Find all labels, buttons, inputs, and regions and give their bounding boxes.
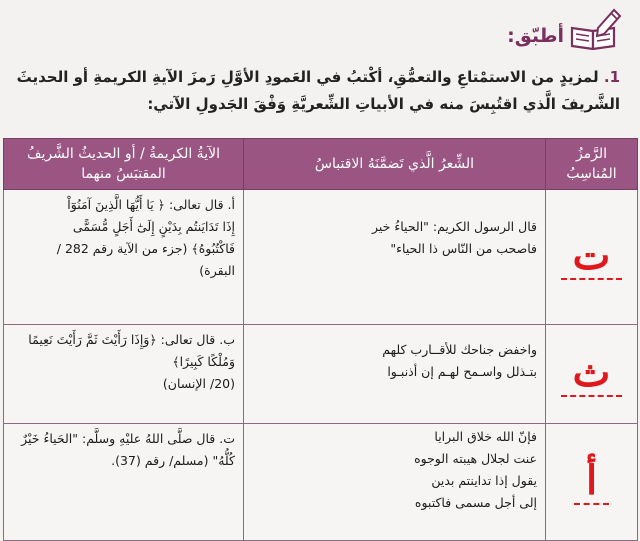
quotation-table xyxy=(3,138,638,541)
instruction-text: لمزيدٍ من الاستمْتاعِ والتعمُّقِ، أكْتبُ في العَمودِ الأوَّلِ رَمزَ الآيةِ الكريمةِ أو الحديثَ الشَّريفَ الَّذي اقتُبِسَ منه في الأبياتِ الشِّعريَّةِ وَفْقَ الجَدولِ الآتي: xyxy=(16,68,620,113)
poem-line: إلى أجل مسمى فاكتبوه xyxy=(414,495,537,510)
header-source-line1: الآيةُ الكريمةُ / أو الحديثُ الشَّريفُ xyxy=(27,146,220,162)
section-title: أطبّق: xyxy=(507,25,564,47)
poem-line: قال الرسول الكريم: "الحياءُ خير xyxy=(372,219,537,234)
source-line: إِذَا تَدَايَنتُم بِدَيْنٍ إِلَىٰٓ أَجَلٍ مُّسَمًّى xyxy=(72,219,235,234)
section-header xyxy=(507,6,622,50)
poem-line: بتـذلل واسـمح لهـم إن أذنبـوا xyxy=(387,364,537,379)
poem-cell xyxy=(244,325,546,424)
symbol-cell xyxy=(546,325,638,424)
answer-symbol[interactable]: ث xyxy=(561,351,623,397)
source-line: (20/ الإنسان) xyxy=(162,376,235,391)
open-book-pencil-icon xyxy=(568,6,622,50)
source-line: البقرة) xyxy=(199,263,235,278)
poem-cell xyxy=(244,424,546,541)
header-source xyxy=(4,139,244,190)
answer-symbol[interactable]: ت xyxy=(561,234,623,280)
source-cell xyxy=(4,325,244,424)
source-line: ت. قال صلَّى اللهُ عليْهِ وسلَّم: "الحَياءُ خَيْرٌ xyxy=(21,431,235,446)
symbol-cell xyxy=(546,190,638,325)
table-header-row xyxy=(4,139,638,190)
table-row xyxy=(4,325,638,424)
source-line: ب. قال تعالى: ﴿وَإِذَا رَأَيْتَ ثَمَّ رَأَيْتَ نَعِيمًا xyxy=(28,332,235,347)
poem-line: عنت لجلال هيبته الوجوه xyxy=(414,451,537,466)
table-row xyxy=(4,424,638,541)
instruction-number: 1. xyxy=(603,68,620,86)
header-symbol: الرَّمزُ المُناسِبُ xyxy=(546,139,638,190)
source-line: كُلُّهُ" (مسلم/ رقم (37). xyxy=(111,453,235,468)
poem-line: فاصحب من النّاس ذا الحياء" xyxy=(390,241,537,256)
header-source-line2: المقتبَسُ منهما xyxy=(81,166,166,182)
source-cell xyxy=(4,424,244,541)
source-line: أ. قال تعالى: ﴿ يَا أَيُّهَا الَّذِينَ آمَنُوٓاْ xyxy=(67,197,235,212)
poem-line: واخفض جناحك للأقــارب كلهم xyxy=(382,342,537,357)
source-line: وَمُلْكًا كَبِيرًا﴾ xyxy=(172,354,235,369)
source-cell xyxy=(4,190,244,325)
poem-cell xyxy=(244,190,546,325)
poem-line: فإنّ الله خلاق البرايا xyxy=(434,429,537,444)
answer-symbol[interactable]: أ xyxy=(574,459,609,505)
source-line: فَاكْتُبُوهُ﴾ (جزء من الآية رقم 282 / xyxy=(56,241,235,256)
symbol-cell xyxy=(546,424,638,541)
instruction-paragraph xyxy=(10,64,620,118)
poem-line: يقول إذا تداينتم بدين xyxy=(431,473,537,488)
header-poem: الشِّعرُ الَّذي تَضمَّنَهُ الاقتباسُ xyxy=(244,139,546,190)
table-row xyxy=(4,190,638,325)
